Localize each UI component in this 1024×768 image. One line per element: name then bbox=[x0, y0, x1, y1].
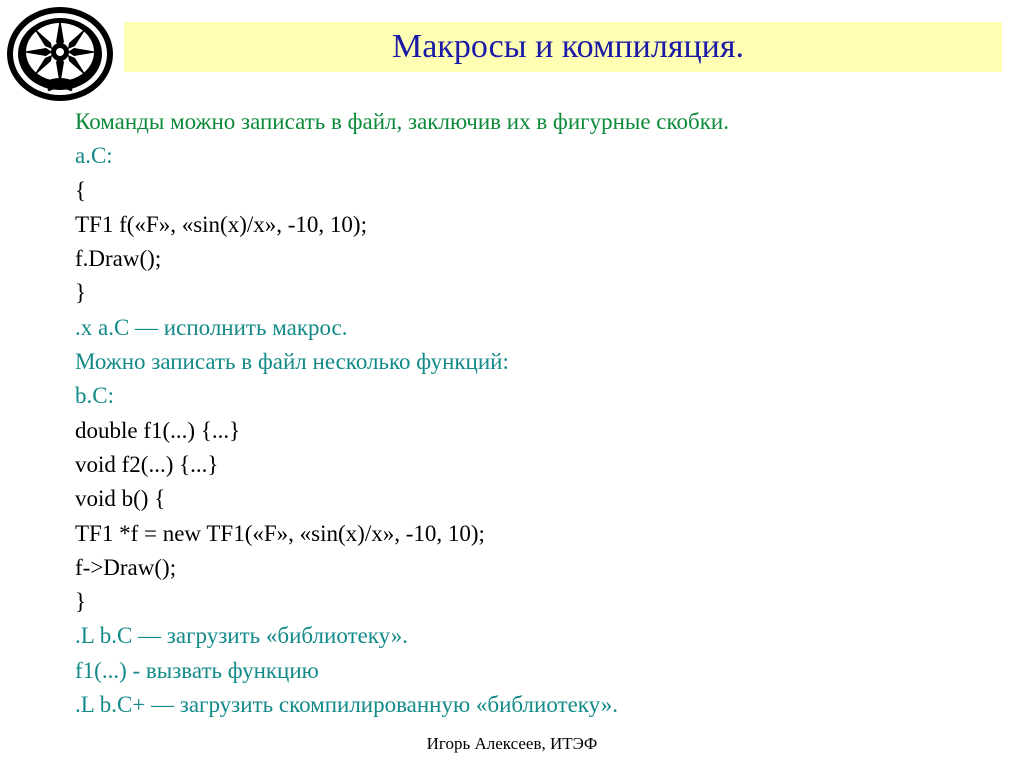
slide-title: Макросы и компиляция. bbox=[391, 28, 744, 65]
text-line: b.C: bbox=[75, 383, 114, 409]
text-line: a.C: bbox=[75, 143, 113, 169]
text-line: TF1 f(«F», «sin(x)/x», -10, 10); bbox=[75, 211, 367, 237]
text-line: void f2(...) {...} bbox=[75, 451, 219, 477]
text-line: TF1 *f = new TF1(«F», «sin(x)/x», -10, 10); bbox=[75, 520, 485, 546]
text-line: void b() { bbox=[75, 486, 166, 512]
text-line: double f1(...) {...} bbox=[75, 417, 241, 443]
text-line: Команды можно записать в файл, заключив их в фигурные скобки. bbox=[75, 109, 729, 134]
title-bar bbox=[124, 22, 1002, 72]
text-line: .L b.C — загрузить «библиотеку». bbox=[75, 623, 408, 649]
text-line: f1(...) - вызвать функцию bbox=[75, 657, 319, 683]
text-line: .x a.C — исполнить макрос. bbox=[75, 314, 348, 340]
slide-body bbox=[75, 105, 1005, 722]
text-line: f.Draw(); bbox=[75, 246, 162, 272]
text-line: } bbox=[75, 589, 87, 615]
institute-logo-icon bbox=[4, 4, 116, 104]
text-line: f->Draw(); bbox=[75, 554, 177, 580]
text-line: Можно записать в файл несколько функций: bbox=[75, 349, 509, 375]
text-line: .L b.C+ — загрузить скомпилированную «библиотеку». bbox=[75, 692, 618, 718]
text-line: { bbox=[75, 177, 87, 203]
text-line: } bbox=[75, 280, 87, 306]
footer-author: Игорь Алексеев, ИТЭФ bbox=[426, 734, 598, 753]
